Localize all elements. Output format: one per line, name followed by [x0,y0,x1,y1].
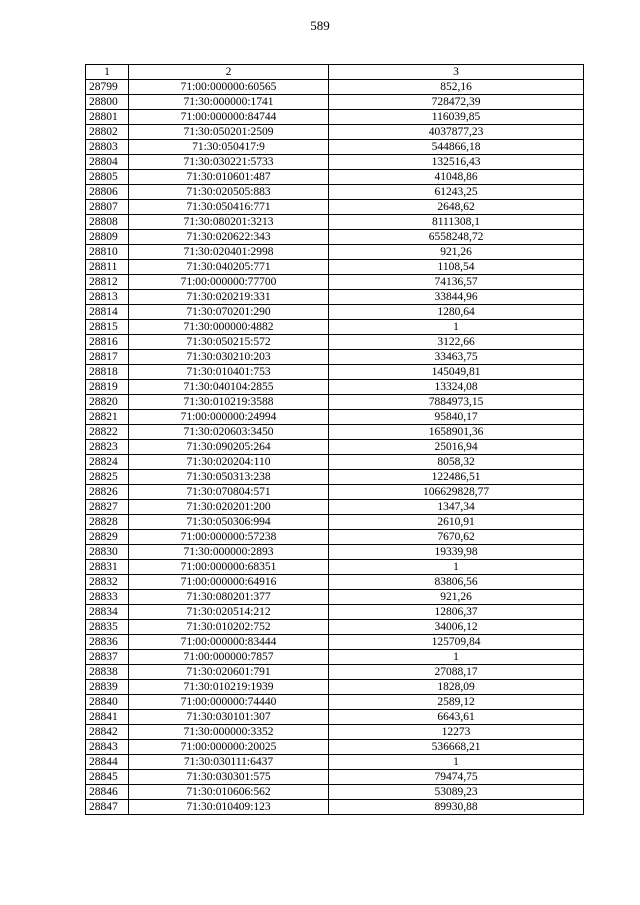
value-cell: 106629828,77 [329,485,584,500]
value-cell: 122486,51 [329,470,584,485]
value-cell: 12273 [329,725,584,740]
table-row [86,560,584,575]
row-number-cell: 28838 [86,665,129,680]
value-cell: 89930,88 [329,800,584,815]
table-row [86,620,584,635]
row-number-cell: 28805 [86,170,129,185]
value-cell: 74136,57 [329,275,584,290]
data-table [85,64,584,815]
cadastral-number-cell: 71:30:010601:487 [129,170,329,185]
value-cell: 921,26 [329,590,584,605]
cadastral-number-cell: 71:30:050417:9 [129,140,329,155]
table-row [86,80,584,95]
row-number-cell: 28830 [86,545,129,560]
table-row [86,140,584,155]
cadastral-number-cell: 71:30:010401:753 [129,365,329,380]
page-number: 589 [310,18,330,33]
table-row [86,650,584,665]
row-number-cell: 28817 [86,350,129,365]
cadastral-number-cell: 71:30:050201:2509 [129,125,329,140]
table-row [86,455,584,470]
row-number-cell: 28823 [86,440,129,455]
value-cell: 2610,91 [329,515,584,530]
table-row [86,695,584,710]
cadastral-number-cell: 71:30:030101:307 [129,710,329,725]
table-row [86,665,584,680]
value-cell: 95840,17 [329,410,584,425]
value-cell: 8058,32 [329,455,584,470]
cadastral-number-cell: 71:30:050416:771 [129,200,329,215]
value-cell: 27088,17 [329,665,584,680]
value-cell: 33844,96 [329,290,584,305]
value-cell: 1108,54 [329,260,584,275]
table-row [86,125,584,140]
cadastral-number-cell: 71:00:000000:83444 [129,635,329,650]
value-cell: 1 [329,560,584,575]
row-number-cell: 28821 [86,410,129,425]
row-number-cell: 28826 [86,485,129,500]
cadastral-number-cell: 71:30:020204:110 [129,455,329,470]
row-number-cell: 28800 [86,95,129,110]
table-row [86,410,584,425]
table-row [86,305,584,320]
table-row [86,755,584,770]
row-number-cell: 28839 [86,680,129,695]
table-row [86,320,584,335]
row-number-cell: 28844 [86,755,129,770]
cadastral-number-cell: 71:30:070804:571 [129,485,329,500]
table-row [86,110,584,125]
row-number-cell: 28824 [86,455,129,470]
value-cell: 145049,81 [329,365,584,380]
value-cell: 544866,18 [329,140,584,155]
table-row [86,275,584,290]
value-cell: 1658901,36 [329,425,584,440]
cadastral-number-cell: 71:00:000000:20025 [129,740,329,755]
table-row [86,440,584,455]
value-cell: 4037877,23 [329,125,584,140]
value-cell: 33463,75 [329,350,584,365]
value-cell: 3122,66 [329,335,584,350]
row-number-cell: 28813 [86,290,129,305]
value-cell: 13324,08 [329,380,584,395]
table-row [86,725,584,740]
table-row [86,530,584,545]
cadastral-number-cell: 71:30:080201:3213 [129,215,329,230]
value-cell: 1828,09 [329,680,584,695]
cadastral-number-cell: 71:00:000000:7857 [129,650,329,665]
cadastral-number-cell: 71:30:070201:290 [129,305,329,320]
value-cell: 116039,85 [329,110,584,125]
table-row [86,395,584,410]
row-number-cell: 28814 [86,305,129,320]
cadastral-number-cell: 71:30:040104:2855 [129,380,329,395]
cadastral-number-cell: 71:00:000000:60565 [129,80,329,95]
value-cell: 921,26 [329,245,584,260]
row-number-cell: 28810 [86,245,129,260]
cadastral-number-cell: 71:30:010606:562 [129,785,329,800]
row-number-cell: 28845 [86,770,129,785]
cadastral-number-cell: 71:30:020603:3450 [129,425,329,440]
value-cell: 125709,84 [329,635,584,650]
row-number-cell: 28816 [86,335,129,350]
row-number-cell: 28833 [86,590,129,605]
row-number-cell: 28829 [86,530,129,545]
table-row [86,290,584,305]
cadastral-number-cell: 71:30:020622:343 [129,230,329,245]
table-row [86,365,584,380]
table-row [86,155,584,170]
table-row [86,710,584,725]
cadastral-number-cell: 71:30:020401:2998 [129,245,329,260]
row-number-cell: 28822 [86,425,129,440]
row-number-cell: 28801 [86,110,129,125]
table-row [86,635,584,650]
cadastral-number-cell: 71:30:010409:123 [129,800,329,815]
value-cell: 34006,12 [329,620,584,635]
table-row [86,95,584,110]
cadastral-number-cell: 71:30:030301:575 [129,770,329,785]
row-number-cell: 28802 [86,125,129,140]
cadastral-number-cell: 71:00:000000:24994 [129,410,329,425]
column-header-3: 3 [329,65,584,80]
value-cell: 8111308,1 [329,215,584,230]
cadastral-number-cell: 71:30:020601:791 [129,665,329,680]
cadastral-number-cell: 71:30:030210:203 [129,350,329,365]
value-cell: 83806,56 [329,575,584,590]
table-row [86,335,584,350]
value-cell: 2589,12 [329,695,584,710]
row-number-cell: 28834 [86,605,129,620]
cadastral-number-cell: 71:30:090205:264 [129,440,329,455]
row-number-cell: 28812 [86,275,129,290]
table-row [86,740,584,755]
cadastral-number-cell: 71:30:050215:572 [129,335,329,350]
value-cell: 25016,94 [329,440,584,455]
cadastral-number-cell: 71:30:020201:200 [129,500,329,515]
row-number-cell: 28828 [86,515,129,530]
cadastral-number-cell: 71:30:020219:331 [129,290,329,305]
table-row [86,590,584,605]
column-header-2: 2 [129,65,329,80]
table-row [86,200,584,215]
cadastral-number-cell: 71:30:000000:4882 [129,320,329,335]
row-number-cell: 28825 [86,470,129,485]
row-number-cell: 28827 [86,500,129,515]
table-row [86,425,584,440]
value-cell: 728472,39 [329,95,584,110]
row-number-cell: 28815 [86,320,129,335]
row-number-cell: 28819 [86,380,129,395]
row-number-cell: 28803 [86,140,129,155]
value-cell: 53089,23 [329,785,584,800]
value-cell: 1280,64 [329,305,584,320]
cadastral-number-cell: 71:30:050306:994 [129,515,329,530]
cadastral-number-cell: 71:30:010219:1939 [129,680,329,695]
value-cell: 79474,75 [329,770,584,785]
cadastral-number-cell: 71:00:000000:84744 [129,110,329,125]
row-number-cell: 28835 [86,620,129,635]
value-cell: 1 [329,755,584,770]
row-number-cell: 28804 [86,155,129,170]
table-body [86,80,584,815]
table-row [86,485,584,500]
value-cell: 2648,62 [329,200,584,215]
value-cell: 7670,62 [329,530,584,545]
value-cell: 12806,37 [329,605,584,620]
table-row [86,770,584,785]
row-number-cell: 28836 [86,635,129,650]
row-number-cell: 28808 [86,215,129,230]
cadastral-number-cell: 71:30:010219:3588 [129,395,329,410]
table-row [86,215,584,230]
table-row [86,380,584,395]
value-cell: 7884973,15 [329,395,584,410]
table-row [86,785,584,800]
table-row [86,350,584,365]
row-number-cell: 28841 [86,710,129,725]
value-cell: 1 [329,650,584,665]
row-number-cell: 28806 [86,185,129,200]
cadastral-number-cell: 71:30:080201:377 [129,590,329,605]
table-row [86,575,584,590]
table-row [86,260,584,275]
cadastral-number-cell: 71:30:050313:238 [129,470,329,485]
row-number-cell: 28807 [86,200,129,215]
cadastral-number-cell: 71:30:000000:3352 [129,725,329,740]
cadastral-number-cell: 71:30:000000:1741 [129,95,329,110]
table-row [86,170,584,185]
row-number-cell: 28840 [86,695,129,710]
table-header-row [86,65,584,80]
table-row [86,545,584,560]
cadastral-number-cell: 71:30:020505:883 [129,185,329,200]
cadastral-number-cell: 71:00:000000:77700 [129,275,329,290]
value-cell: 536668,21 [329,740,584,755]
cadastral-number-cell: 71:00:000000:64916 [129,575,329,590]
cadastral-number-cell: 71:30:030221:5733 [129,155,329,170]
cadastral-number-cell: 71:30:040205:771 [129,260,329,275]
value-cell: 132516,43 [329,155,584,170]
cadastral-number-cell: 71:30:010202:752 [129,620,329,635]
value-cell: 41048,86 [329,170,584,185]
row-number-cell: 28843 [86,740,129,755]
row-number-cell: 28842 [86,725,129,740]
table-row [86,680,584,695]
table-row [86,245,584,260]
value-cell: 852,16 [329,80,584,95]
cadastral-number-cell: 71:00:000000:68351 [129,560,329,575]
value-cell: 1347,34 [329,500,584,515]
table-row [86,185,584,200]
table-row [86,605,584,620]
row-number-cell: 28846 [86,785,129,800]
row-number-cell: 28809 [86,230,129,245]
table-row [86,800,584,815]
cadastral-number-cell: 71:00:000000:57238 [129,530,329,545]
row-number-cell: 28799 [86,80,129,95]
row-number-cell: 28847 [86,800,129,815]
row-number-cell: 28837 [86,650,129,665]
value-cell: 6643,61 [329,710,584,725]
value-cell: 6558248,72 [329,230,584,245]
value-cell: 1 [329,320,584,335]
column-header-1: 1 [86,65,129,80]
cadastral-number-cell: 71:00:000000:74440 [129,695,329,710]
row-number-cell: 28831 [86,560,129,575]
row-number-cell: 28818 [86,365,129,380]
cadastral-number-cell: 71:30:020514:212 [129,605,329,620]
table-row [86,470,584,485]
value-cell: 19339,98 [329,545,584,560]
table-row [86,230,584,245]
table-row [86,500,584,515]
cadastral-number-cell: 71:30:000000:2893 [129,545,329,560]
row-number-cell: 28832 [86,575,129,590]
table-row [86,515,584,530]
row-number-cell: 28820 [86,395,129,410]
row-number-cell: 28811 [86,260,129,275]
value-cell: 61243,25 [329,185,584,200]
cadastral-number-cell: 71:30:030111:6437 [129,755,329,770]
